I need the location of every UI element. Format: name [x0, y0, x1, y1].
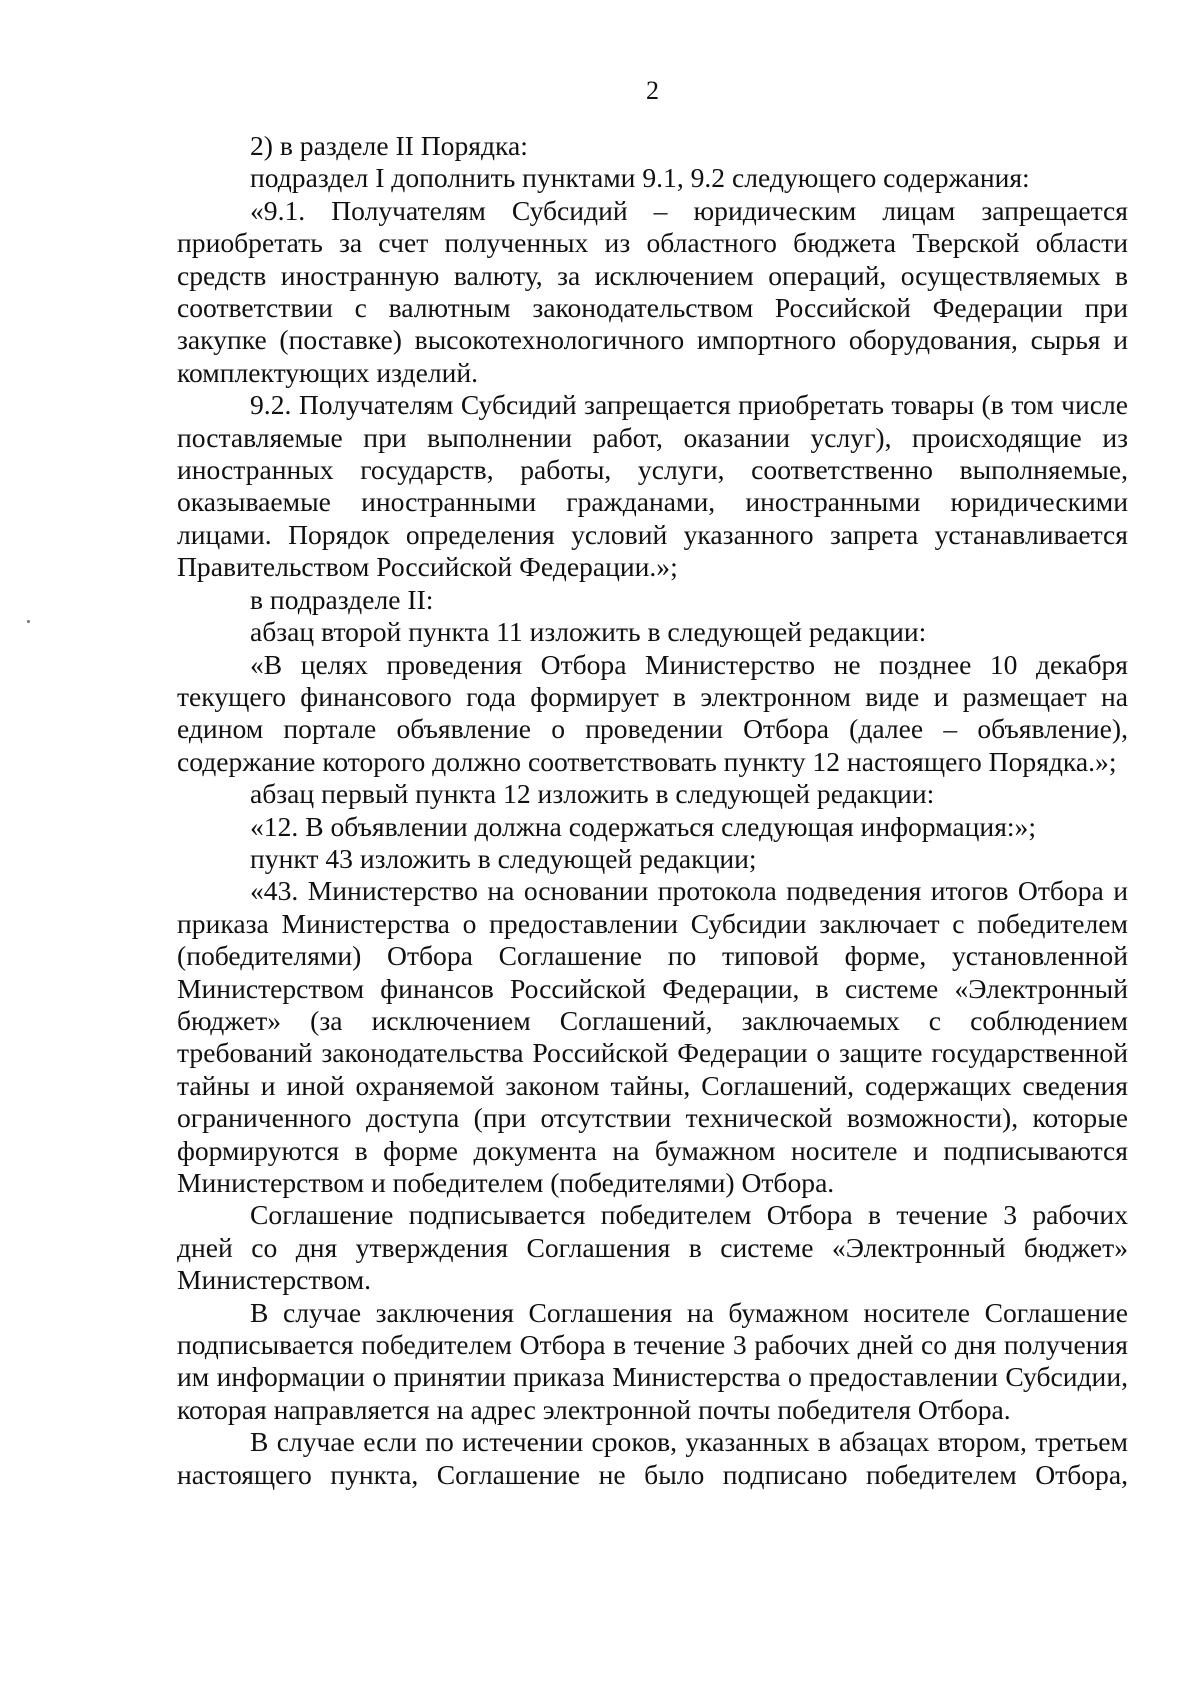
- paragraph: абзац второй пункта 11 изложить в следующей редакции:: [250, 616, 927, 648]
- scan-speck: [27, 620, 30, 623]
- paragraph: «12. В объявлении должна содержаться следующая информация:»;: [250, 810, 1037, 842]
- paragraph: «43. Министерство на основании протокола подведения итогов Отбора и приказа Министерства о предоставлении Субсидии заключает с победителем (победителями) Отбора Соглашение по типовой форме, установленной Министерством финансов Российской Федерации, в системе «Электронный бюджет» (за исключением Соглашений, заключаемых с соблюдением требований законодательства Российской Федерации о защите государственной тайны и иной охраняемой законом тайны, Соглашений, содержащих сведения ограниченного доступа (при отсутствии технической возможности), которые формируются в форме документа на бумажном носителе и подписываются Министерством и победителем (победителями) Отбора.: [177, 875, 1128, 1198]
- paragraph: В случае заключения Соглашения на бумажном носителе Соглашение подписывается победителем Отбора в течение 3 рабочих дней со дня получения им информации о принятии приказа Министерства о предоставлении Субсидии, которая направляется на адрес электронной почты победителя Отбора.: [177, 1296, 1128, 1425]
- paragraph: пункт 43 изложить в следующей редакции;: [250, 842, 757, 874]
- paragraph: в подразделе II:: [250, 583, 434, 615]
- document-body: [177, 130, 1128, 1491]
- paragraph: абзац первый пункта 12 изложить в следующей редакции:: [250, 778, 935, 810]
- paragraph: подраздел I дополнить пунктами 9.1, 9.2 следующего содержания:: [250, 162, 1030, 194]
- paragraph: В случае если по истечении сроков, указанных в абзацах втором, третьем настоящего пункта, Соглашение не было подписано победителем Отбора,: [177, 1426, 1128, 1490]
- paragraph: «В целях проведения Отбора Министерство не позднее 10 декабря текущего финансового года формирует в электронном виде и размещает на едином портале объявление о проведении Отбора (далее – объявление), содержание которого должно соответствовать пункту 12 настоящего Порядка.»;: [177, 648, 1128, 777]
- page-number: 2: [646, 76, 659, 105]
- paragraph: 9.2. Получателям Субсидий запрещается приобретать товары (в том числе поставляемые при выполнении работ, оказании услуг), происходящие из иностранных государств, работы, услуги, соответственно выполняемые, оказываемые иностранными гражданами, иностранными юридическими лицами. Порядок определения условий указанного запрета устанавливается Правительством Российской Федерации.»;: [177, 389, 1128, 583]
- paragraph: Соглашение подписывается победителем Отбора в течение 3 рабочих дней со дня утверждения Соглашения в системе «Электронный бюджет» Министерством.: [177, 1199, 1128, 1296]
- paragraph: 2) в разделе II Порядка:: [250, 130, 528, 161]
- paragraph: «9.1. Получателям Субсидий – юридическим лицам запрещается приобретать за счет полученных из областного бюджета Тверской области средств иностранную валюту, за исключением операций, осуществляемых в соответствии с валютным законодательством Российской Федерации при закупке (поставке) высокотехнологичного импортного оборудования, сырья и комплектующих изделий.: [177, 194, 1128, 388]
